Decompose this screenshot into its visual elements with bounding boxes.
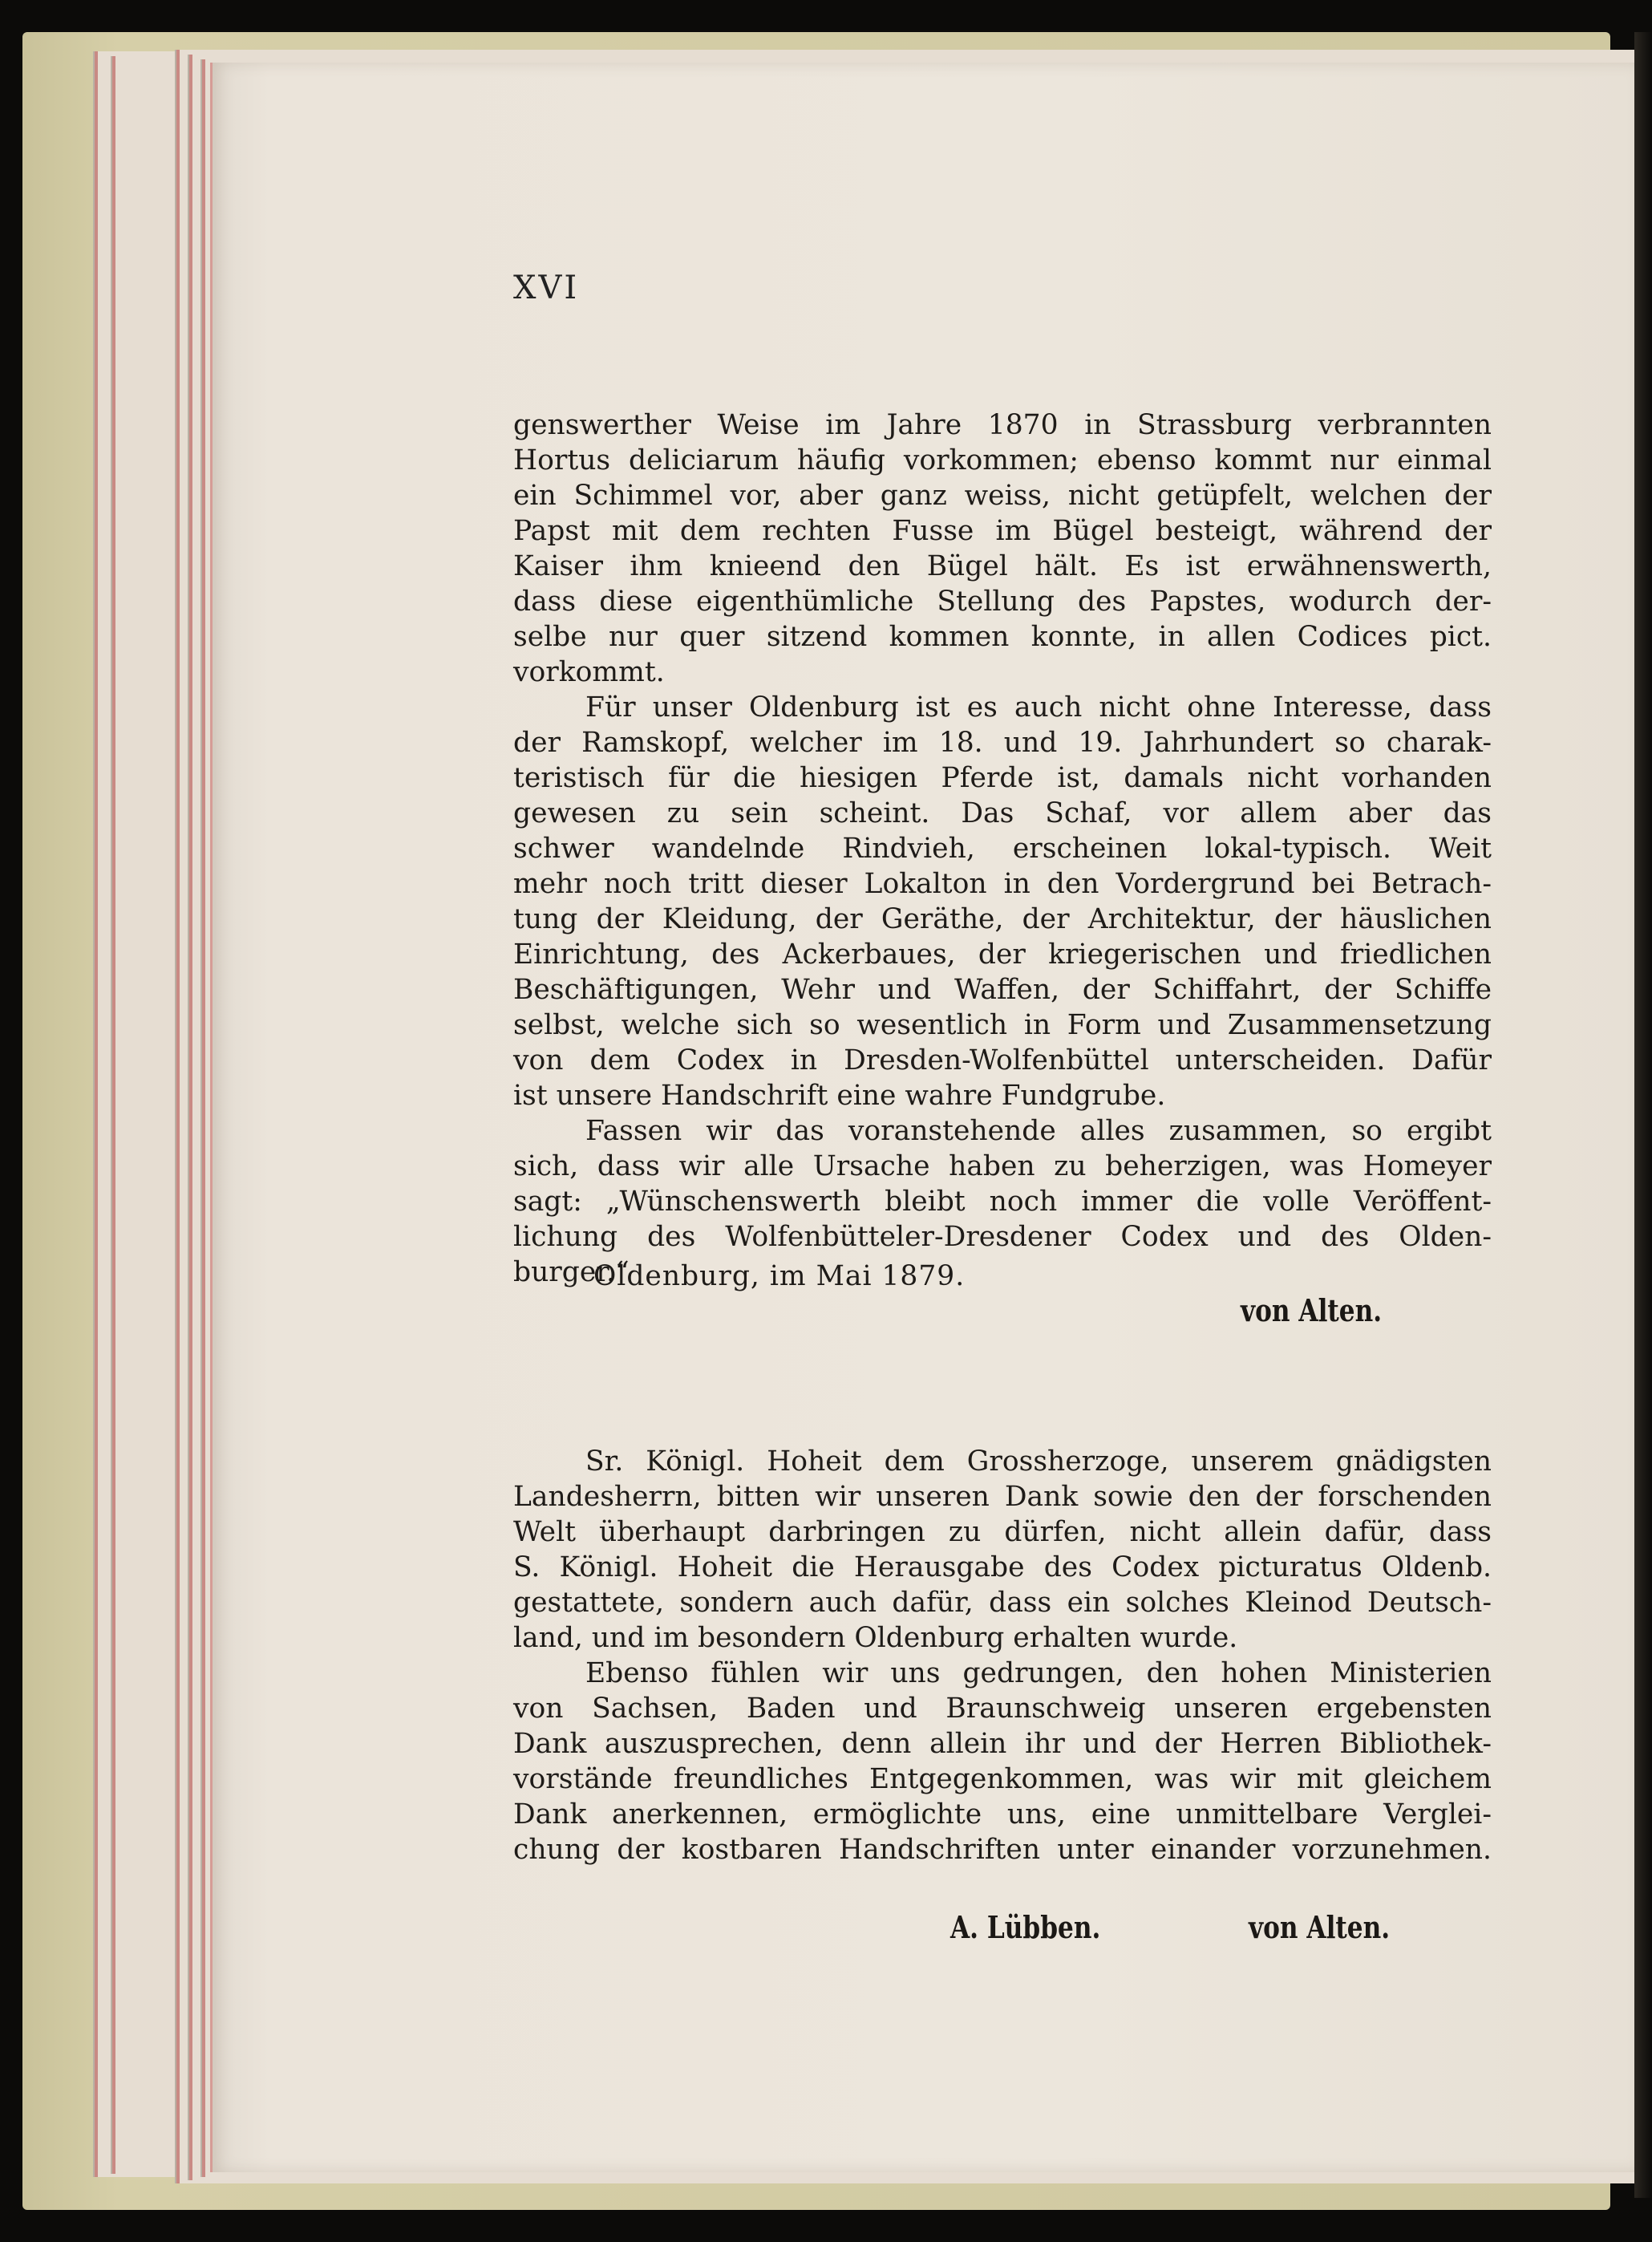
text-line: sagt: „Wünschenswerth bleibt noch immer die volle Veröffent- xyxy=(513,1186,1492,1218)
text-line: Für unser Oldenburg ist es auch nicht ohne Interesse, dass xyxy=(585,691,1492,724)
text-line: von dem Codex in Dresden-Wolfenbüttel unterscheiden. Dafür xyxy=(513,1044,1492,1076)
text-line: Papst mit dem rechten Fusse im Bügel besteigt, während der xyxy=(513,515,1492,547)
place-and-date: Oldenburg, im Mai 1879. xyxy=(593,1260,966,1292)
text-line: Dank auszusprechen, denn allein ihr und der Herren Bibliothek- xyxy=(513,1728,1492,1760)
book-page xyxy=(210,63,1635,2172)
paragraph-5 xyxy=(513,1656,1492,1867)
text-line: vorkommt. xyxy=(513,656,665,688)
text-line: von Sachsen, Baden und Braunschweig unseren ergebensten xyxy=(513,1693,1492,1725)
signature-a-luebben: A. Lübben. xyxy=(950,1909,1101,1945)
text-line: selbe nur quer sitzend kommen konnte, in allen Codices pict. xyxy=(513,621,1492,653)
paragraph-1 xyxy=(513,407,1492,690)
text-line: teristisch für die hiesigen Pferde ist, damals nicht vorhanden xyxy=(513,762,1492,794)
text-line: S. Königl. Hoheit die Herausgabe des Codex picturatus Oldenb. xyxy=(513,1551,1492,1583)
text-line: Dank anerkennen, ermöglichte uns, eine unmittelbare Verglei- xyxy=(513,1798,1492,1830)
text-line: ein Schimmel vor, aber ganz weiss, nicht getüpfelt, welchen der xyxy=(513,480,1492,512)
text-line: schwer wandelnde Rindvieh, erscheinen lokal-typisch. Weit xyxy=(513,833,1492,865)
text-line: genswerther Weise im Jahre 1870 in Strassburg verbrannten xyxy=(513,409,1492,441)
page-number: XVI xyxy=(513,270,580,306)
text-line: gestattete, sondern auch dafür, dass ein solches Kleinod Deutsch- xyxy=(513,1587,1492,1619)
text-line: Beschäftigungen, Wehr und Waffen, der Schiffahrt, der Schiffe xyxy=(513,974,1492,1006)
text-line: vorstände freundliches Entgegenkommen, was wir mit gleichem xyxy=(513,1763,1492,1795)
text-line: dass diese eigenthümliche Stellung des Papstes, wodurch der- xyxy=(513,586,1492,618)
text-line: Hortus deliciarum häufig vorkommen; ebenso kommt nur einmal xyxy=(513,444,1492,476)
text-line: Fassen wir das voranstehende alles zusammen, so ergibt xyxy=(585,1115,1492,1147)
text-line: sich, dass wir alle Ursache haben zu beherzigen, was Homeyer xyxy=(513,1150,1492,1182)
text-line: mehr noch tritt dieser Lokalton in den Vordergrund bei Betrach- xyxy=(513,868,1492,900)
text-line: selbst, welche sich so wesentlich in Form und Zusammensetzung xyxy=(513,1009,1492,1041)
text-line: Welt überhaupt darbringen zu dürfen, nicht allein dafür, dass xyxy=(513,1516,1492,1548)
text-line: Kaiser ihm knieend den Bügel hält. Es ist erwähnenswerth, xyxy=(513,550,1492,582)
text-line: Einrichtung, des Ackerbaues, der kriegerischen und friedlichen xyxy=(513,939,1492,971)
signature-von-alten: von Alten. xyxy=(1249,1909,1391,1945)
paragraph-4 xyxy=(513,1444,1492,1656)
text-line: Landesherrn, bitten wir unseren Dank sowie den der forschenden xyxy=(513,1481,1492,1513)
text-line: Sr. Königl. Hoheit dem Grossherzoge, unserem gnädigsten xyxy=(585,1445,1492,1478)
text-line: chung der kostbaren Handschriften unter einander vorzunehmen. xyxy=(513,1834,1492,1866)
text-line: burger.“ xyxy=(513,1256,630,1288)
text-line: ist unsere Handschrift eine wahre Fundgrube. xyxy=(513,1080,1166,1112)
paragraph-2 xyxy=(513,690,1492,1113)
text-line: lichung des Wolfenbütteler-Dresdener Codex und des Olden- xyxy=(513,1221,1492,1253)
text-line: der Ramskopf, welcher im 18. und 19. Jahrhundert so charak- xyxy=(513,727,1492,759)
text-line: gewesen zu sein scheint. Das Schaf, vor allem aber das xyxy=(513,797,1492,829)
text-line: land, und im besondern Oldenburg erhalten wurde. xyxy=(513,1622,1238,1654)
text-line: tung der Kleidung, der Geräthe, der Architektur, der häuslichen xyxy=(513,903,1492,935)
dark-background-edge xyxy=(1634,32,1652,2198)
text-line: Ebenso fühlen wir uns gedrungen, den hohen Ministerien xyxy=(585,1657,1492,1689)
signature-von-alten: von Alten. xyxy=(1241,1292,1383,1328)
